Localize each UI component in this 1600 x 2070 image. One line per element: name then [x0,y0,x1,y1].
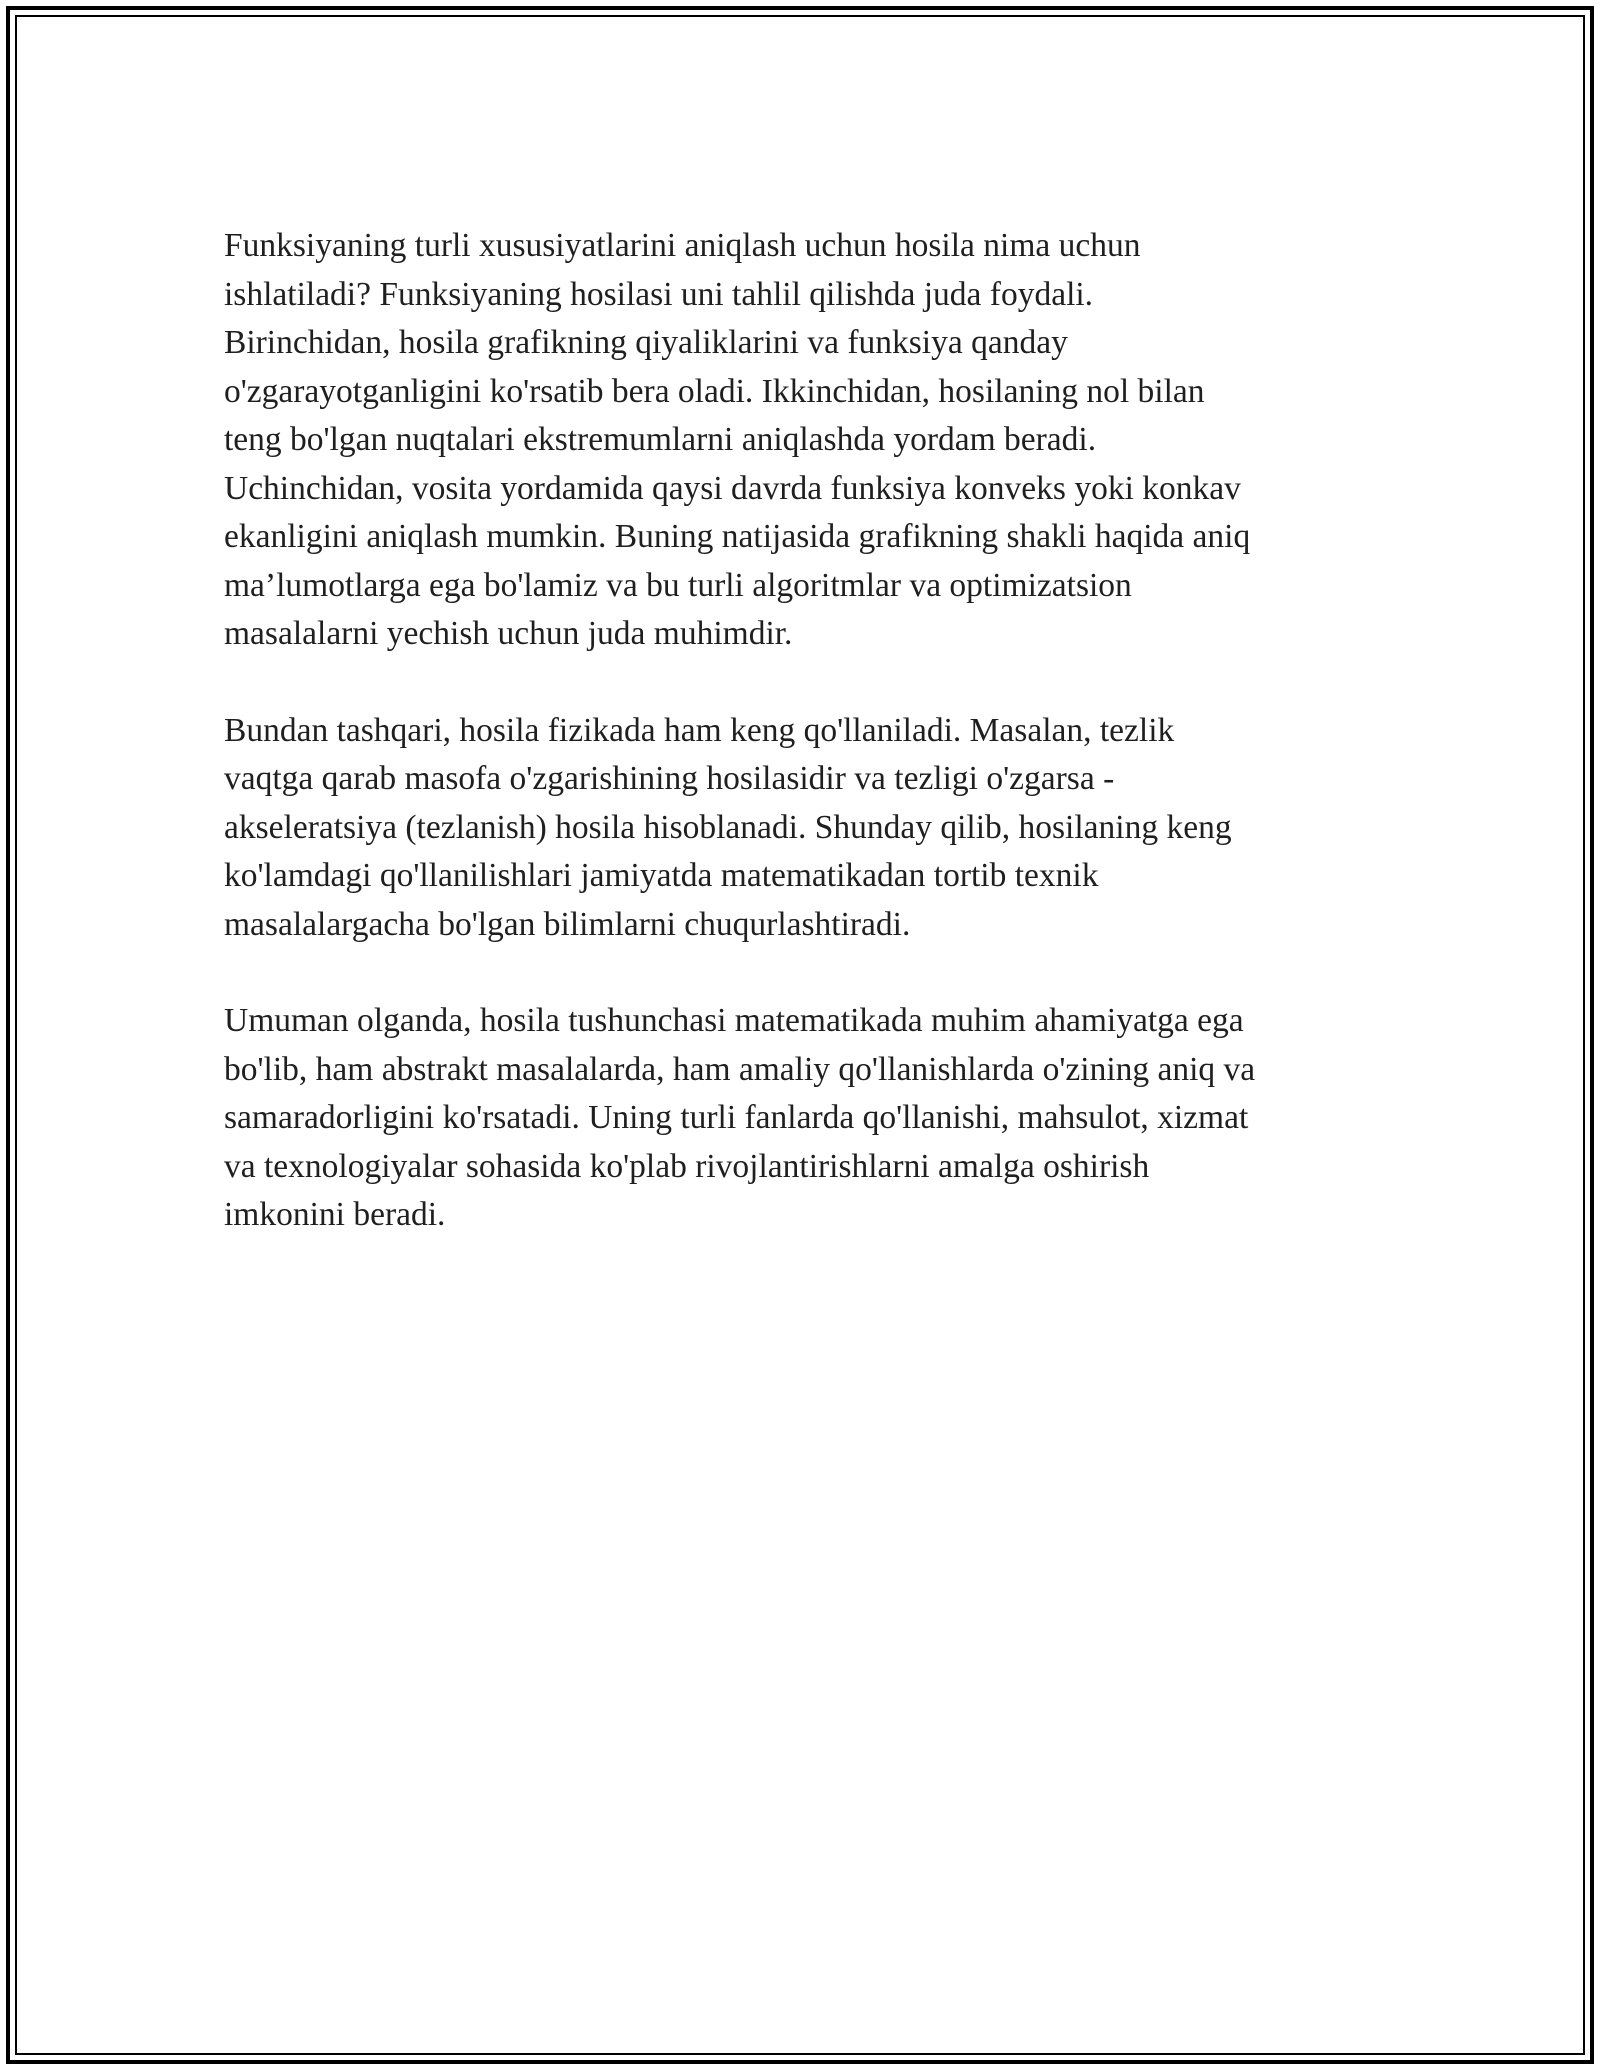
paragraph-1: Funksiyaning turli xususiyatlarini aniqlash uchun hosila nima uchun ishlatiladi? Funksiyaning hosilasi uni tahlil qilishda juda foydali. Birinchidan, hosila grafikning qiyaliklarini va funksiya qanday o'zgarayotganligini ko'rsatib bera oladi. Ikkinchidan, hosilaning nol bilan teng bo'lgan nuqtalari ekstremumlarni aniqlashda yordam beradi. Uchinchidan, vosita yordamida qaysi davrda funksiya konveks yoki konkav ekanligini aniqlash mumkin. Buning natijasida grafikning shakli haqida aniq ma’lumotlarga ega bo'lamiz va bu turli algoritmlar va optimizatsion masalalarni yechish uchun juda muhimdir. [224,227,1251,652]
paragraph-3: Umuman olganda, hosila tushunchasi matematikada muhim ahamiyatga ega bo'lib, ham abstrakt masalalarda, ham amaliy qo'llanishlarda o'zining aniq va samaradorligini ko'rsatadi. Uning turli fanlarda qo'llanishi, mahsulot, xizmat va texnologiyalar sohasida ko'plab rivojlantirishlarni amalga oshirish imkonini beradi. [224,1002,1256,1233]
paragraph-2: Bundan tashqari, hosila fizikada ham keng qo'llaniladi. Masalan, tezlik vaqtga qarab masofa o'zgarishining hosilasidir va tezligi o'zgarsa - akseleratsiya (tezlanish) hosila hisoblanadi. Shunday qilib, hosilaning keng ko'lamdagi qo'llanilishlari jamiyatda matematikadan tortib texnik masalalargacha bo'lgan bilimlarni chuqurlashtiradi. [224,711,1232,943]
document-body [224,222,1384,1288]
